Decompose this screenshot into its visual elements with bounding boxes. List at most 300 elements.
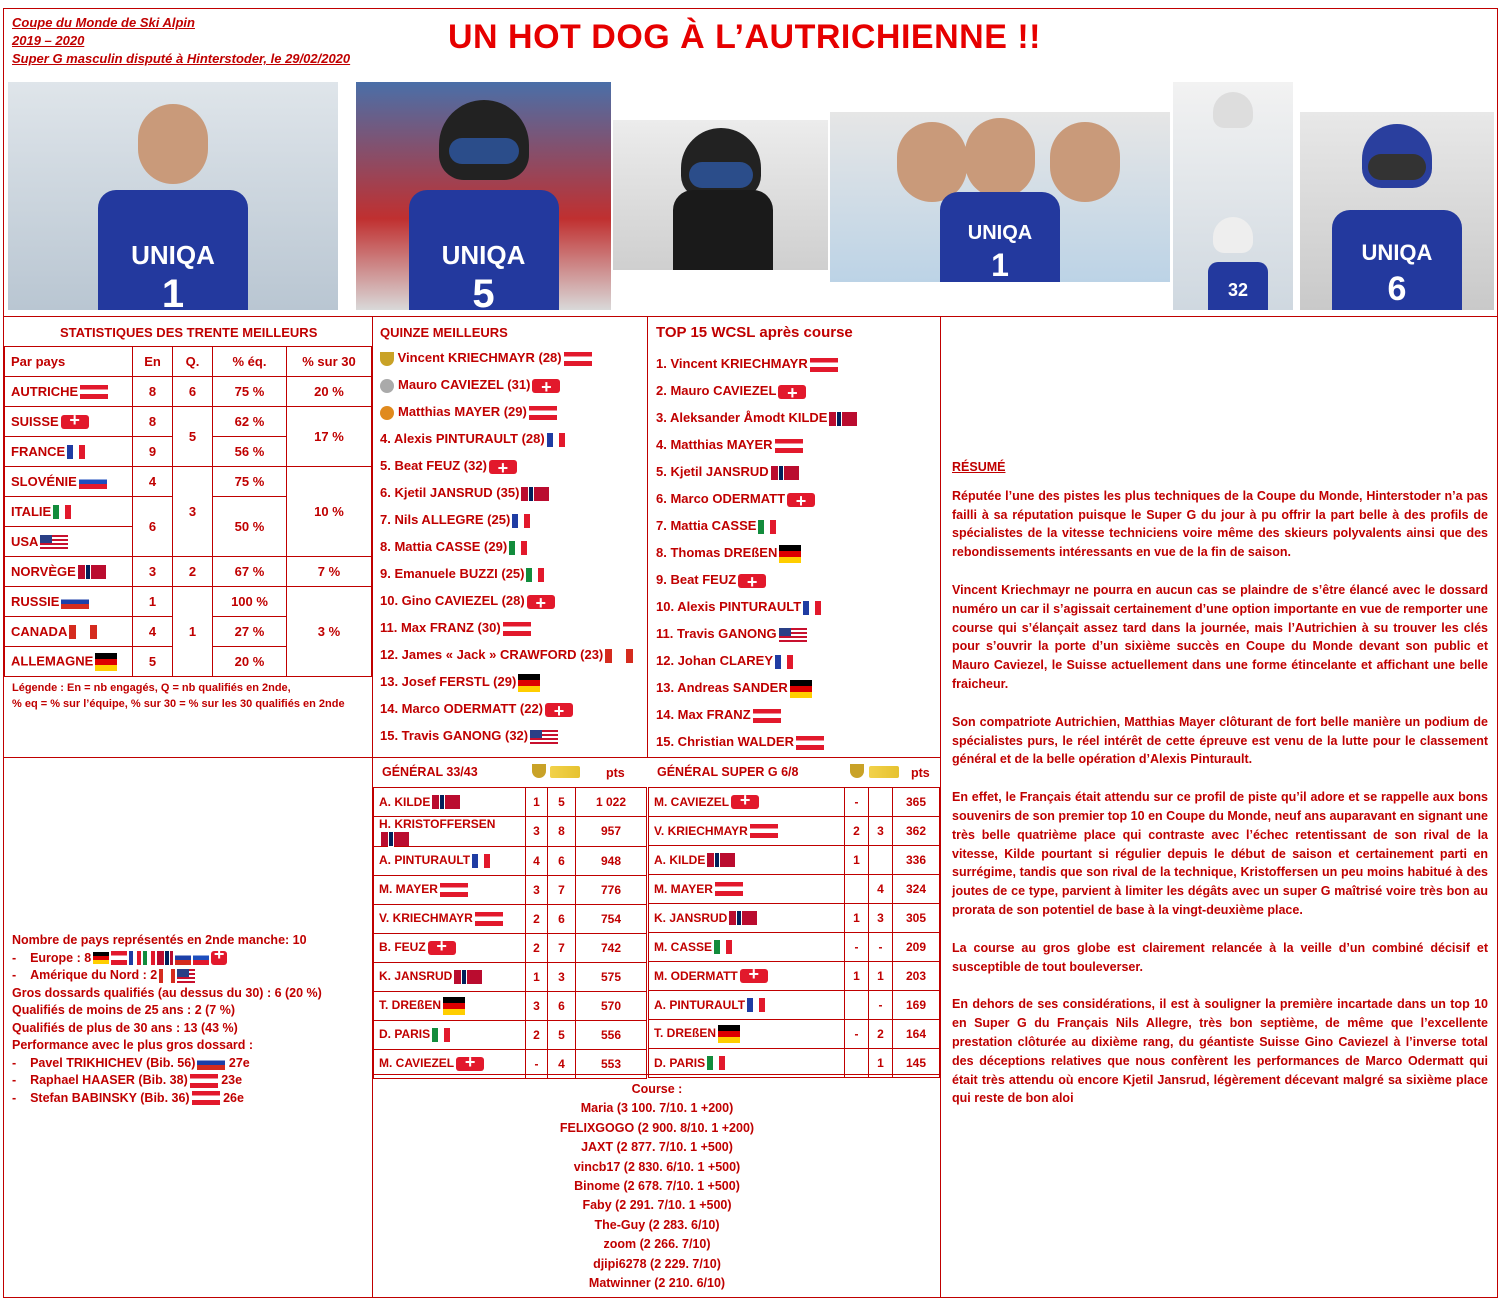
misc-line: - Amérique du Nord : 2	[12, 967, 322, 985]
switzerland-flag-icon	[532, 379, 560, 393]
germany-flag-icon	[790, 680, 812, 698]
italy-flag-icon	[758, 520, 776, 534]
list-item	[656, 566, 857, 593]
cell-en: 8	[133, 407, 173, 437]
list-item	[380, 641, 633, 668]
list-item	[380, 425, 633, 452]
cell-eq: 100 %	[213, 587, 287, 617]
bronze-medal-icon	[380, 406, 394, 420]
norway-flag-icon	[521, 487, 549, 501]
item-text: 3. Aleksander Åmodt KILDE	[656, 410, 828, 425]
cell-q: 2	[173, 557, 213, 587]
country-name: ITALIE	[11, 503, 52, 519]
list-item	[656, 701, 857, 728]
legend-line-1: Légende : En = nb engagés, Q = nb qualifiés en 2nde,	[12, 682, 291, 694]
wcsl-list	[656, 350, 857, 755]
photo-3	[613, 120, 828, 270]
general-title: GÉNÉRAL 33/43	[382, 765, 478, 779]
list-item	[380, 452, 633, 479]
general-table	[373, 787, 647, 1079]
table-row	[5, 377, 372, 407]
list-item: Maria (3 100. 7/10. 1 +200)	[580, 1101, 734, 1116]
austria-flag-icon	[192, 1091, 220, 1105]
list-item	[380, 560, 633, 587]
list-item	[380, 506, 633, 533]
resume-section	[952, 458, 1488, 1127]
table-row	[374, 962, 647, 991]
resume-paragraph: Son compatriote Autrichien, Matthias Mayer clôturant de fort belle manière un podium de spécialistes purs, le réel intérêt de cette épreuve est venu de la lutte pour le classement général et de la belle opération d’Alexis Pinturault.	[952, 714, 1488, 767]
list-item: vincb17 (2 830. 6/10. 1 +500)	[573, 1159, 741, 1174]
course-title: Course :	[631, 1082, 683, 1096]
athlete-name: A. KILDE	[654, 852, 706, 867]
austria-flag-icon	[111, 951, 127, 965]
austria-flag-icon	[190, 1074, 218, 1088]
athlete-name: M. CASSE	[654, 939, 713, 954]
cell-podiums: 7	[548, 933, 576, 962]
cell-en: 5	[133, 647, 173, 677]
stats-legend	[12, 680, 345, 712]
photo-1	[8, 82, 338, 310]
cell-points: 336	[893, 846, 940, 875]
switzerland-flag-icon	[527, 595, 555, 609]
photo-5	[1173, 82, 1293, 310]
cell-q: 1	[173, 587, 213, 677]
list-item: The-Guy (2 283. 6/10)	[594, 1217, 720, 1232]
usa-flag-icon	[530, 730, 558, 744]
austria-flag-icon	[80, 385, 108, 399]
cell-points: 570	[576, 991, 647, 1020]
list-item	[380, 479, 633, 506]
canada-flag-icon	[605, 649, 633, 663]
cell-points: 948	[576, 846, 647, 875]
cell-wins: 2	[526, 1020, 548, 1049]
norway-flag-icon	[707, 853, 735, 867]
russia-flag-icon	[175, 951, 191, 965]
item-text: 15. Travis GANONG (32)	[380, 728, 529, 743]
table-row	[374, 933, 647, 962]
resume-paragraph: Réputée l’une des pistes les plus techniques de la Coupe du Monde, Hinterstoder n’a pas failli à sa réputation puisque le Super G du jour à pu offrir la part belle à des profils de spécialistes de la vitesse techniciens voire même des skieurs polyvalents ainsi que des rebondissements intéressants en vue de la fin de saison.	[952, 488, 1488, 560]
italy-flag-icon	[509, 541, 527, 555]
cell-podiums: 3	[548, 962, 576, 991]
silver-medal-icon	[380, 379, 394, 393]
page-title: UN HOT DOG À L’AUTRICHIENNE !!	[448, 18, 1041, 56]
table-row	[649, 933, 940, 962]
cell-wins: 1	[845, 962, 869, 991]
table-row	[374, 1020, 647, 1049]
usa-flag-icon	[779, 628, 807, 642]
cell-podiums: 8	[548, 817, 576, 847]
list-item	[380, 371, 633, 398]
country-name: NORVÈGE	[11, 563, 76, 579]
cell-points: 556	[576, 1020, 647, 1049]
item-text: 7. Nils ALLEGRE (25)	[380, 512, 511, 527]
photo-strip	[8, 82, 1494, 310]
athlete-name: M. MAYER	[654, 881, 713, 896]
bib-number: 1	[161, 272, 185, 310]
cell-points: 776	[576, 875, 647, 904]
cell-wins: 3	[526, 875, 548, 904]
header-line-1: Coupe du Monde de Ski Alpin	[12, 15, 195, 30]
list-item: JAXT (2 877. 7/10. 1 +500)	[581, 1140, 733, 1155]
switzerland-flag-icon	[545, 703, 573, 717]
table-row	[649, 846, 940, 875]
switzerland-flag-icon	[61, 415, 89, 429]
cell-s30: 10 %	[287, 467, 372, 557]
country-name: SUISSE	[11, 413, 59, 429]
cell-q: 3	[173, 467, 213, 557]
cell-en: 4	[133, 467, 173, 497]
cell-points: 1 022	[576, 788, 647, 817]
item-text: Vincent KRIECHMAYR (28)	[397, 350, 562, 365]
list-item	[656, 485, 857, 512]
resume-paragraph: La course au gros globe est clairement relancée à la veille d’un combiné décisif et susceptible de tout bouleverser.	[952, 940, 1488, 974]
table-row	[374, 846, 647, 875]
list-item: zoom (2 266. 7/10)	[603, 1237, 711, 1252]
cell-points: 164	[893, 1020, 940, 1049]
cell-points: 365	[893, 788, 940, 817]
athlete-name: K. JANSRUD	[654, 910, 728, 925]
misc-line: Nombre de pays représentés en 2nde manche: 10	[12, 933, 307, 947]
cell-s30: 7 %	[287, 557, 372, 587]
bib-brand: UNIQA	[1361, 240, 1433, 265]
cell-podiums	[869, 788, 893, 817]
general-pts-label: pts	[606, 766, 625, 780]
photo-4	[830, 112, 1170, 282]
list-item	[380, 398, 633, 425]
item-text: 6. Marco ODERMATT	[656, 491, 786, 506]
list-item	[380, 695, 633, 722]
podium-icon	[550, 766, 580, 778]
cell-points: 553	[576, 1049, 647, 1078]
bib-number: 6	[1387, 270, 1407, 308]
cell-podiums: 1	[869, 962, 893, 991]
cell-points: 742	[576, 933, 647, 962]
germany-flag-icon	[443, 997, 465, 1015]
list-item	[656, 431, 857, 458]
cell-podiums	[869, 846, 893, 875]
item-text: 6. Kjetil JANSRUD (35)	[380, 485, 520, 500]
switzerland-flag-icon	[778, 385, 806, 399]
item-text: 9. Beat FEUZ	[656, 572, 737, 587]
resume-paragraph: Vincent Kriechmayr ne pourra en aucun cas se plaindre de s’être élancé avec le dossard numéro un car il s’agissait certainement d’une option importante en vue de remporter une course qui s’élançait assez tard dans la journée, mais l’Autrichien à su trouver les clés pour s’ouvrir la porte d’un sixième succès en Coupe du Monde devant son public et Mauro Caviezel, le Suisse actuellement dans une forme étincelante et affichant une belle fraicheur.	[952, 582, 1488, 691]
item-text: 10. Gino CAVIEZEL (28)	[380, 593, 525, 608]
norway-flag-icon	[454, 970, 482, 984]
list-item	[380, 344, 633, 371]
cell-eq: 75 %	[213, 377, 287, 407]
cell-wins	[845, 1049, 869, 1078]
list-item	[656, 377, 857, 404]
cell-en: 4	[133, 617, 173, 647]
athlete-name: T. DREßEN	[379, 998, 442, 1012]
resume-paragraph: En effet, le Français était attendu sur ce profil de piste qu’il adore et se rappelle aux bons souvenirs de son premier top 10 en Coupe du Monde, neuf ans auparavant en signant une très belle quatrième place qui contraste avec l’échec retentissant de son rival de la vitesse, Kilde pourtant si régulier depuis le début de saison et certainement parti en surrégime, tandis que son rival de la technique, Kristoffersen un peu moins habitué à des joutes de ce type, parvient à limiter les dégâts avec un super G maîtrisé voire très bon au prorata de son potentiel de base à la vingt-deuxième place.	[952, 790, 1488, 917]
austria-flag-icon	[440, 883, 468, 897]
athlete-name: D. PARIS	[379, 1027, 431, 1042]
norway-flag-icon	[432, 795, 460, 809]
athlete-name: T. DREßEN	[654, 1026, 717, 1041]
item-text: 8. Thomas DREßEN	[656, 545, 778, 560]
france-flag-icon	[129, 951, 141, 965]
item-text: 13. Andreas SANDER	[656, 680, 788, 695]
list-item: djipi6278 (2 229. 7/10)	[593, 1256, 721, 1271]
table-row	[374, 875, 647, 904]
athlete-name: M. ODERMATT	[654, 968, 738, 983]
trophy-icon	[850, 764, 864, 778]
list-item	[656, 404, 857, 431]
resume-paragraph: En dehors de ses considérations, il est à souligner la première incartade dans un top 10 en Super G du Français Nils Allegre, très bon septième, de même que l’excellente prestation clôturée au dixième rang, du géantiste Suisse Gino Caviezel à l’inverse total des déceptions relatives que nous confèrent les performances de Marco Odermatt qui était très attendu où encore Kjetil Jansrud, légèrement décevant malgré sa sixième place qui reste de bon aloi	[952, 997, 1488, 1106]
italy-flag-icon	[707, 1056, 725, 1070]
list-item	[656, 539, 857, 566]
list-item	[380, 614, 633, 641]
misc-rank: 27e	[228, 1055, 250, 1070]
cell-points: 957	[576, 817, 647, 847]
table-row	[649, 1049, 940, 1078]
misc-text: Pavel TRIKHICHEV (Bib. 56)	[30, 1055, 196, 1070]
cell-points: 575	[576, 962, 647, 991]
misc-rank: 23e	[221, 1073, 243, 1087]
superg-title: GÉNÉRAL SUPER G 6/8	[657, 765, 799, 779]
list-item: FELIXGOGO (2 900. 8/10. 1 +200)	[559, 1120, 755, 1135]
usa-flag-icon	[40, 535, 68, 549]
cell-wins: 2	[845, 817, 869, 846]
stats-header-q: Q.	[173, 347, 213, 377]
cell-podiums: 7	[548, 875, 576, 904]
item-text: 14. Marco ODERMATT (22)	[380, 701, 544, 716]
misc-line: - Stefan BABINSKY (Bib. 36) 26e	[12, 1090, 244, 1105]
item-text: 14. Max FRANZ	[656, 707, 751, 722]
country-name: ALLEMAGNE	[11, 652, 94, 668]
cell-points: 203	[893, 962, 940, 991]
table-row	[374, 904, 647, 933]
cell-eq: 75 %	[213, 467, 287, 497]
item-text: 11. Max FRANZ (30)	[380, 620, 501, 635]
slovenia-flag-icon	[79, 475, 107, 489]
cell-podiums: -	[869, 933, 893, 962]
bib-number: 1	[991, 247, 1009, 282]
cell-podiums: 5	[548, 1020, 576, 1049]
austria-flag-icon	[796, 736, 824, 750]
cell-s30: 17 %	[287, 407, 372, 467]
item-text: 13. Josef FERSTL (29)	[380, 674, 517, 689]
misc-line: Performance avec le plus gros dossard :	[12, 1038, 254, 1052]
switzerland-flag-icon	[428, 941, 456, 955]
cell-wins: -	[526, 1049, 548, 1078]
table-row	[649, 962, 940, 991]
austria-flag-icon	[475, 912, 503, 926]
cell-podiums: 3	[869, 904, 893, 933]
country-name: AUTRICHE	[11, 383, 79, 399]
table-row	[5, 557, 372, 587]
stats-header-s30: % sur 30	[287, 347, 372, 377]
cell-points: 754	[576, 904, 647, 933]
france-flag-icon	[803, 601, 821, 615]
superg-table	[648, 787, 940, 1078]
misc-text: Stefan BABINSKY (Bib. 36)	[30, 1090, 190, 1105]
trophy-icon	[532, 764, 546, 778]
athlete-name: V. KRIECHMAYR	[379, 911, 473, 926]
table-row	[649, 875, 940, 904]
cell-en: 6	[133, 497, 173, 557]
cell-s30: 3 %	[287, 587, 372, 677]
list-item	[380, 668, 633, 695]
germany-flag-icon	[779, 545, 801, 563]
cell-en: 1	[133, 587, 173, 617]
usa-flag-icon	[177, 969, 195, 983]
athlete-name: A. PINTURAULT	[654, 997, 746, 1012]
cell-wins: 1	[526, 962, 548, 991]
country-name: CANADA	[11, 623, 68, 639]
country-name: USA	[11, 533, 39, 549]
austria-flag-icon	[715, 882, 743, 896]
norway-flag-icon	[829, 412, 857, 426]
switzerland-flag-icon	[740, 969, 768, 983]
germany-flag-icon	[518, 674, 540, 692]
table-row	[649, 817, 940, 846]
stats-header-eq: % éq.	[213, 347, 287, 377]
item-text: 11. Travis GANONG	[656, 626, 777, 641]
athlete-name: M. MAYER	[379, 882, 438, 897]
bib-number: 32	[1208, 262, 1268, 310]
list-item	[656, 512, 857, 539]
list-item	[656, 620, 857, 647]
misc-text: Raphael HAASER (Bib. 38)	[30, 1073, 188, 1087]
item-text: 5. Beat FEUZ (32)	[380, 458, 487, 473]
item-text: 12. James « Jack » CRAWFORD (23)	[380, 647, 604, 662]
norway-flag-icon	[771, 466, 799, 480]
superg-pts-label: pts	[911, 766, 930, 780]
cell-podiums: -	[869, 991, 893, 1020]
cell-points: 324	[893, 875, 940, 904]
cell-podiums: 6	[548, 846, 576, 875]
athlete-name: A. PINTURAULT	[379, 853, 471, 868]
bib-brand: UNIQA	[131, 240, 215, 270]
list-item	[380, 533, 633, 560]
france-flag-icon	[547, 433, 565, 447]
stats-table	[4, 346, 372, 677]
cell-en: 9	[133, 437, 173, 467]
table-row	[5, 587, 372, 617]
list-item: Matwinner (2 210. 6/10)	[588, 1276, 726, 1291]
switzerland-flag-icon	[489, 460, 517, 474]
austria-flag-icon	[529, 406, 557, 420]
cell-wins: -	[845, 788, 869, 817]
item-text: Mauro CAVIEZEL (31)	[398, 377, 531, 392]
list-item	[656, 458, 857, 485]
table-row	[374, 1049, 647, 1078]
italy-flag-icon	[714, 940, 732, 954]
switzerland-flag-icon	[787, 493, 815, 507]
cell-wins: 1	[845, 846, 869, 875]
austria-flag-icon	[810, 358, 838, 372]
cell-podiums: 2	[869, 1020, 893, 1049]
austria-flag-icon	[753, 709, 781, 723]
cell-eq: 67 %	[213, 557, 287, 587]
item-text: 1. Vincent KRIECHMAYR	[656, 356, 808, 371]
cell-q: 5	[173, 407, 213, 467]
list-item	[380, 587, 633, 614]
list-item: Faby (2 291. 7/10. 1 +500)	[582, 1198, 732, 1213]
table-row	[5, 467, 372, 497]
table-row	[374, 991, 647, 1020]
item-text: 4. Matthias MAYER	[656, 437, 773, 452]
item-text: 7. Mattia CASSE	[656, 518, 757, 533]
quinze-list	[380, 344, 633, 749]
france-flag-icon	[67, 445, 85, 459]
item-text: 9. Emanuele BUZZI (25)	[380, 566, 525, 581]
cell-wins: -	[845, 933, 869, 962]
cell-points: 305	[893, 904, 940, 933]
photo-6	[1300, 112, 1494, 310]
athlete-name: D. PARIS	[654, 1055, 706, 1070]
podium-icon	[869, 766, 899, 778]
cell-s30: 20 %	[287, 377, 372, 407]
cell-eq: 50 %	[213, 497, 287, 557]
norway-flag-icon	[157, 951, 173, 965]
wcsl-title: TOP 15 WCSL après course	[656, 324, 853, 341]
quinze-title: QUINZE MEILLEURS	[380, 325, 508, 340]
item-text: 5. Kjetil JANSRUD	[656, 464, 769, 479]
country-name: FRANCE	[11, 443, 66, 459]
athlete-name: K. JANSRUD	[379, 969, 453, 984]
stats-title: STATISTIQUES DES TRENTE MEILLEURS	[60, 325, 318, 340]
athlete-name: M. CAVIEZEL	[379, 1056, 455, 1071]
austria-flag-icon	[564, 352, 592, 366]
cell-eq: 62 %	[213, 407, 287, 437]
switzerland-flag-icon	[731, 795, 759, 809]
bib-brand: UNIQA	[967, 222, 1033, 244]
list-item	[656, 350, 857, 377]
course-results	[374, 1080, 940, 1293]
item-text: 15. Christian WALDER	[656, 734, 794, 749]
table-row	[649, 788, 940, 817]
cell-wins: 1	[845, 904, 869, 933]
list-item	[656, 593, 857, 620]
table-row	[649, 1020, 940, 1049]
russia-flag-icon	[61, 595, 89, 609]
cell-en: 8	[133, 377, 173, 407]
austria-flag-icon	[750, 824, 778, 838]
italy-flag-icon	[143, 951, 155, 965]
table-row	[374, 817, 647, 847]
stats-header-country: Par pays	[5, 347, 133, 377]
cell-wins: 3	[526, 991, 548, 1020]
cell-podiums: 1	[869, 1049, 893, 1078]
misc-stats	[12, 932, 322, 1107]
misc-rank: 26e	[223, 1090, 244, 1105]
photo-2	[356, 82, 611, 310]
germany-flag-icon	[95, 653, 117, 671]
france-flag-icon	[775, 655, 793, 669]
legend-line-2: % eq = % sur l’équipe, % sur 30 = % sur les 30 qualifiés en 2nde	[12, 698, 345, 710]
list-item	[656, 647, 857, 674]
table-row	[5, 407, 372, 437]
athlete-name: V. KRIECHMAYR	[654, 823, 748, 838]
cell-en: 3	[133, 557, 173, 587]
cell-wins: 2	[526, 904, 548, 933]
athlete-name: B. FEUZ	[379, 940, 426, 955]
norway-flag-icon	[729, 911, 757, 925]
cell-podiums: 6	[548, 991, 576, 1020]
athlete-name: M. CAVIEZEL	[654, 794, 730, 809]
cell-eq: 56 %	[213, 437, 287, 467]
cell-points: 169	[893, 991, 940, 1020]
table-row	[649, 904, 940, 933]
misc-line: Gros dossards qualifiés (au dessus du 30) : 6 (20 %)	[12, 985, 322, 1000]
resume-title: RÉSUMÉ	[952, 460, 1006, 474]
list-item: Binome (2 678. 7/10. 1 +500)	[574, 1179, 740, 1194]
italy-flag-icon	[432, 1028, 450, 1042]
cell-podiums: 4	[548, 1049, 576, 1078]
cell-wins: 3	[526, 817, 548, 847]
